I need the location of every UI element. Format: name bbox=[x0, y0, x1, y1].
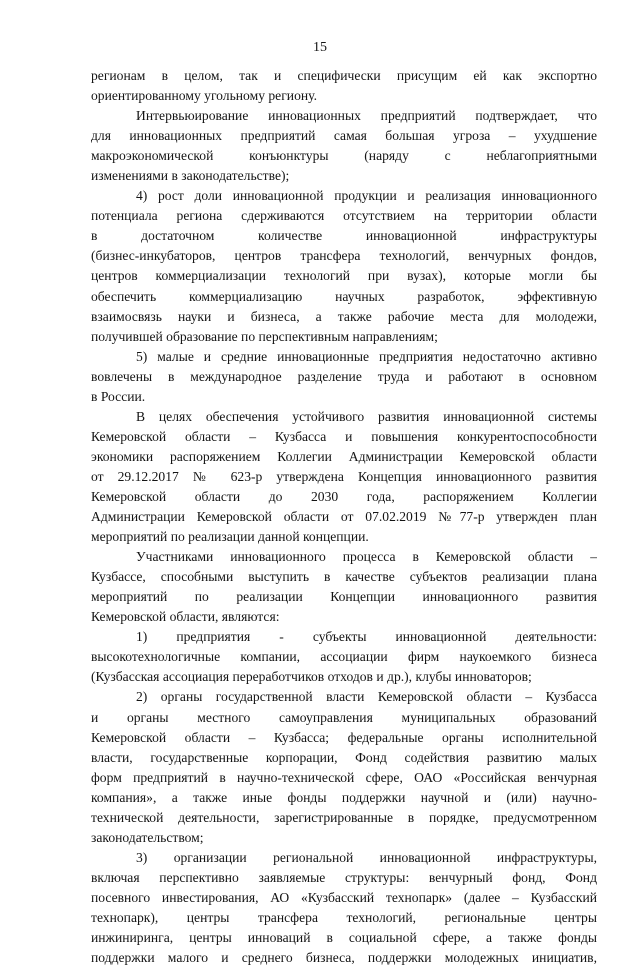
text-line: ориентированному угольному региону. bbox=[91, 88, 317, 104]
paragraph-start-line: В целях обеспечения устойчивого развития инновационной системы bbox=[136, 408, 597, 424]
text-line: в России. bbox=[91, 388, 146, 404]
text-line: и органы местного самоуправления муниципальных образований bbox=[91, 709, 597, 725]
text-line: Администрации Кемеровской области от 07.02.2019 №77-р утвержден план bbox=[91, 509, 597, 525]
text-line: Кузбассе, способными выступить в качестве субъектов реализации плана bbox=[91, 569, 597, 585]
text-line: Кемеровской области до 2030 года, распоряжением Коллегии bbox=[91, 488, 597, 504]
paragraph-start-line: Интервьюирование инновационных предприятий подтверждает, что bbox=[136, 108, 597, 124]
text-line: экономики распоряжением Коллегии Администрации Кемеровской области bbox=[91, 448, 597, 464]
text-line: поддержки малого и среднего бизнеса, поддержки молодежных инициатив, bbox=[91, 950, 597, 966]
page-number: 15 bbox=[313, 40, 327, 55]
text-line: власти, государственные корпорации, Фонд содействия развитию малых bbox=[91, 749, 597, 765]
text-line: Кемеровской области, являются: bbox=[91, 609, 280, 625]
text-line: потенциала региона сдерживаются отсутствием на территории области bbox=[91, 208, 597, 224]
list-item-2-line: 2) органы государственной власти Кемеровской области – Кузбасса bbox=[136, 689, 597, 705]
text-line: мероприятий по реализации Концепции инновационного развития bbox=[91, 589, 597, 605]
text-line: мероприятий по реализации данной концепции. bbox=[91, 529, 369, 545]
text-line: макроэкономической конъюнктуры (наряду с неблагоприятными bbox=[91, 148, 597, 164]
text-line: включая перспективно заявляемые структуры: венчурный фонд, Фонд bbox=[91, 869, 597, 885]
text-line: от 29.12.2017 № 623-р утверждена Концепция инновационного развития bbox=[91, 468, 597, 484]
text-line: обеспечить коммерциализацию научных разработок, эффективную bbox=[91, 288, 597, 304]
text-line: инжиниринга, центры инноваций в социальной сфере, а также фонды bbox=[91, 930, 597, 946]
text-line: законодательством; bbox=[91, 829, 204, 845]
text-line: (Кузбасская ассоциация переработчиков отходов и др.), клубы инноваторов; bbox=[91, 669, 532, 685]
text-line: регионам в целом, так и специфически присущим ей как экспортно bbox=[91, 68, 597, 83]
text-line: изменениями в законодательстве); bbox=[91, 168, 290, 184]
text-line: центров коммерциализации технологий при вузах), которые могли бы bbox=[91, 268, 597, 284]
text-line: Кемеровской области – Кузбасса; федеральные органы исполнительной bbox=[91, 729, 597, 745]
text-line: (бизнес-инкубаторов, центров трансфера технологий, венчурных фондов, bbox=[91, 248, 597, 264]
text-line: технической деятельности, зарегистрированные в порядке, предусмотренном bbox=[91, 809, 597, 825]
text-line: компания», а также иные фонды поддержки научной и (или) научно- bbox=[91, 789, 597, 805]
text-line: высокотехнологичные компании, ассоциации фирм наукоемкого бизнеса bbox=[91, 649, 597, 665]
list-item-1-line: 1) предприятия - субъекты инновационной деятельности: bbox=[136, 629, 597, 645]
document-body bbox=[91, 66, 597, 968]
text-line: Кемеровской области – Кузбасса и повышения конкурентоспособности bbox=[91, 428, 597, 444]
list-item-3-line: 3) организации региональной инновационной инфраструктуры, bbox=[136, 849, 597, 865]
text-line: получившей образование по перспективным направлениям; bbox=[91, 328, 438, 344]
text-line: вовлечены в международное разделение труда и работают в основном bbox=[91, 368, 597, 384]
text-line: в достаточном количестве инновационной инфраструктуры bbox=[91, 228, 597, 244]
list-item-4-line: 4) рост доли инновационной продукции и реализация инновационного bbox=[136, 188, 597, 204]
paragraph-start-line: Участниками инновационного процесса в Кемеровской области – bbox=[136, 549, 597, 565]
text-line: взаимосвязь науки и бизнеса, а также рабочие места для молодежи, bbox=[91, 308, 597, 324]
text-line: посевного инвестирования, АО «Кузбасский технопарк» (далее – Кузбасский bbox=[91, 889, 597, 905]
text-line: технопарк), центры трансфера технологий, региональные центры bbox=[91, 909, 597, 925]
list-item-5-line: 5) малые и средние инновационные предприятия недостаточно активно bbox=[136, 348, 597, 364]
text-line: для инновационных предприятий самая большая угроза – ухудшение bbox=[91, 128, 597, 144]
text-line: форм предприятий в научно-технической сфере, ОАО «Российская венчурная bbox=[91, 769, 597, 785]
